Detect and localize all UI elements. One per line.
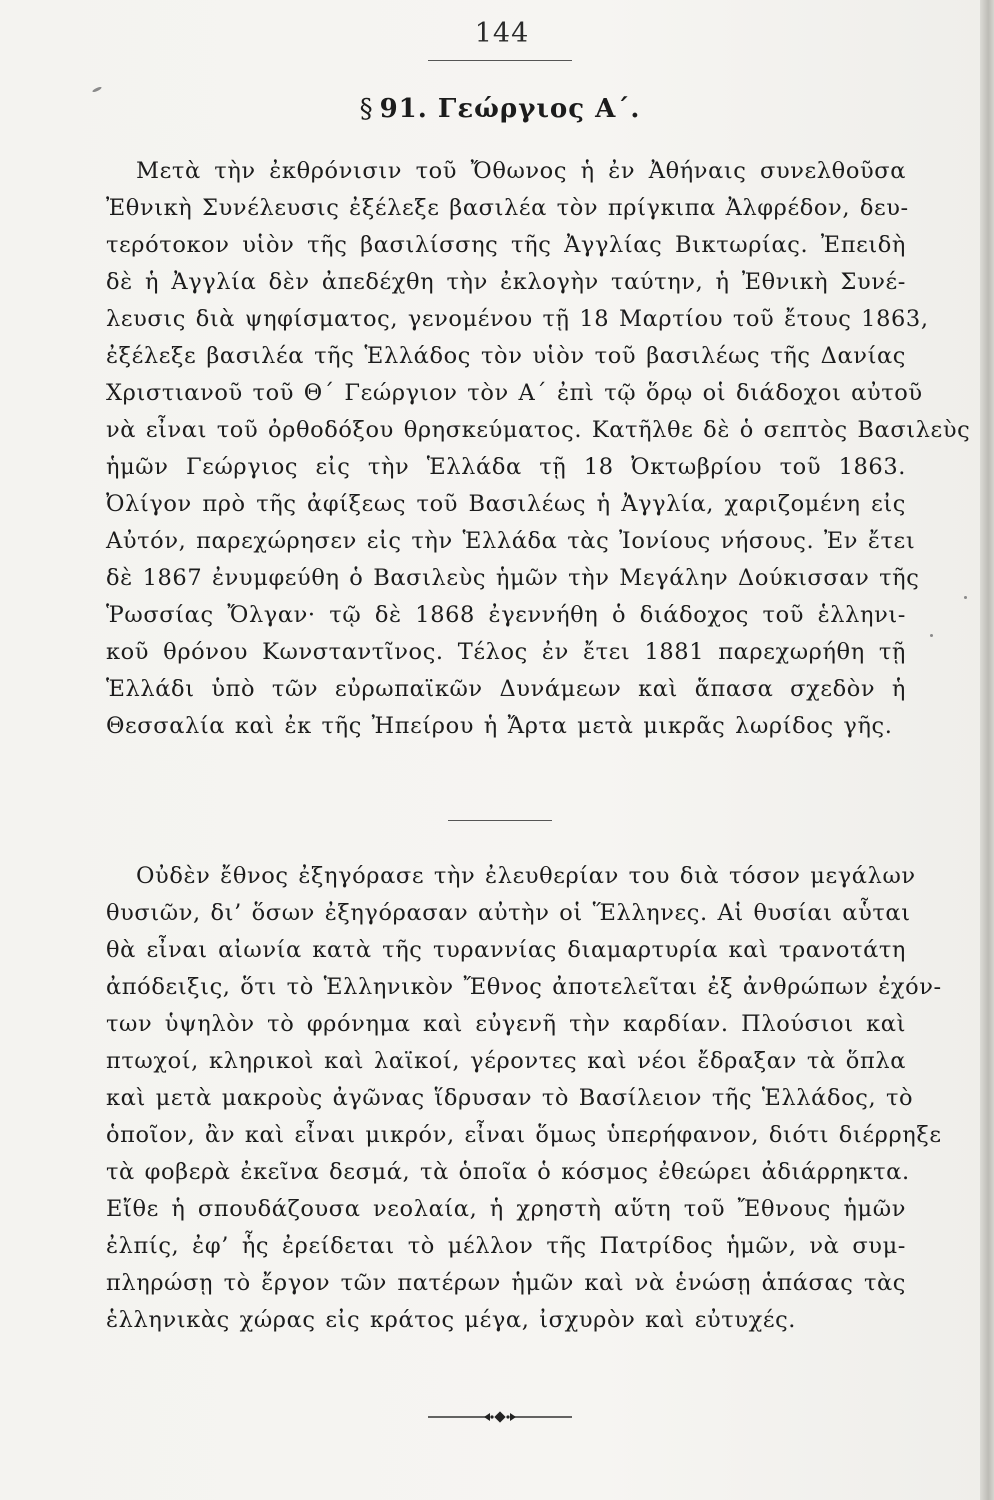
paragraph-2	[106, 858, 942, 1339]
page-edge-shadow	[980, 0, 994, 1500]
paragraph-1	[106, 153, 971, 745]
end-of-chapter-ornament	[420, 1402, 580, 1432]
text-line: κοῦ θρόνου Κωνσταντῖνος. Τέλος ἐν ἔτει 1881 παρεχωρήθη τῇ	[106, 639, 906, 665]
section-title: 91. Γεώργιος Α΄.	[379, 94, 641, 124]
page-number: 144	[474, 18, 530, 49]
text-line: Χριστιανοῦ τοῦ Θ΄ Γεώργιον τὸν Α΄ ἐπὶ τῷ ὅρῳ οἱ διάδοχοι αὐτοῦ	[106, 380, 923, 406]
text-line: των ὑψηλὸν τὸ φρόνημα καὶ εὐγενῆ τὴν καρδίαν. Πλούσιοι καὶ	[106, 1011, 906, 1037]
text-line: δὲ 1867 ἐνυμφεύθη ὁ Βασιλεὺς ἡμῶν τὴν Μεγάλην Δούκισσαν τῆς	[106, 565, 920, 591]
paper-speck	[92, 86, 102, 93]
text-line: Αὐτόν, παρεχώρησεν εἰς τὴν Ἑλλάδα τὰς Ἰονίους νήσους. Ἐν ἔτει	[106, 528, 916, 554]
paper-speck	[964, 596, 967, 599]
section-divider-rule	[448, 820, 552, 821]
text-line: Οὐδὲν ἔθνος ἐξηγόρασε τὴν ἐλευθερίαν του διὰ τόσον μεγάλων	[136, 863, 916, 889]
section-symbol: §	[359, 94, 374, 124]
section-heading	[330, 94, 670, 124]
text-line: τερότοκον υἱὸν τῆς βασιλίσσης τῆς Ἀγγλίας Βικτωρίας. Ἐπειδὴ	[106, 232, 906, 258]
text-line: τὰ φοβερὰ ἐκεῖνα δεσμά, τὰ ὁποῖα ὁ κόσμος ἐθεώρει ἀδιάρρηκτα.	[106, 1159, 910, 1185]
header-rule	[428, 60, 572, 61]
text-line: Ὀλίγον πρὸ τῆς ἀφίξεως τοῦ Βασιλέως ἡ Ἀγγλία, χαριζομένη εἰς	[106, 491, 906, 517]
text-line: Εἴθε ἡ σπουδάζουσα νεολαία, ἡ χρηστὴ αὕτη τοῦ Ἔθνους ἡμῶν	[106, 1196, 906, 1222]
text-line: ἡμῶν Γεώργιος εἰς τὴν Ἑλλάδα τῇ 18 Ὀκτωβρίου τοῦ 1863.	[106, 454, 906, 480]
text-line: πληρώσῃ τὸ ἔργον τῶν πατέρων ἡμῶν καὶ νὰ ἑνώσῃ ἁπάσας τὰς	[106, 1270, 906, 1296]
text-line: Ἑλλάδι ὑπὸ τῶν εὐρωπαϊκῶν Δυνάμεων καὶ ἅπασα σχεδὸν ἡ	[106, 676, 906, 702]
text-line: ἐξέλεξε βασιλέα τῆς Ἑλλάδος τὸν υἱὸν τοῦ βασιλέως τῆς Δανίας	[106, 343, 906, 369]
text-line: καὶ μετὰ μακροὺς ἀγῶνας ἵδρυσαν τὸ Βασίλειον τῆς Ἑλλάδος, τὸ	[106, 1085, 914, 1111]
text-line: Ῥωσσίας Ὄλγαν· τῷ δὲ 1868 ἐγεννήθη ὁ διάδοχος τοῦ ἑλληνι-	[106, 602, 906, 628]
text-line: πτωχοί, κληρικοὶ καὶ λαϊκοί, γέροντες καὶ νέοι ἔδραξαν τὰ ὅπλα	[106, 1048, 906, 1074]
text-line: λευσις διὰ ψηφίσματος, γενομένου τῇ 18 Μαρτίου τοῦ ἔτους 1863,	[106, 306, 929, 332]
text-line: νὰ εἶναι τοῦ ὀρθοδόξου θρησκεύματος. Κατῆλθε δὲ ὁ σεπτὸς Βασιλεὺς	[106, 417, 971, 443]
text-line: δὲ ἡ Ἀγγλία δὲν ἀπεδέχθη τὴν ἐκλογὴν ταύτην, ἡ Ἐθνικὴ Συνέ-	[106, 269, 906, 295]
text-line: Μετὰ τὴν ἐκθρόνισιν τοῦ Ὄθωνος ἡ ἐν Ἀθήναις συνελθοῦσα	[136, 158, 906, 184]
text-line: ἐλπίς, ἐφ’ ἧς ἐρείδεται τὸ μέλλον τῆς Πατρίδος ἡμῶν, νὰ συμ-	[106, 1233, 906, 1259]
text-line: ἑλληνικὰς χώρας εἰς κράτος μέγα, ἰσχυρὸν καὶ εὐτυχές.	[106, 1307, 797, 1333]
text-line: Ἐθνικὴ Συνέλευσις ἐξέλεξε βασιλέα τὸν πρίγκιπα Ἀλφρέδον, δευ-	[106, 195, 909, 221]
text-line: Θεσσαλία καὶ ἐκ τῆς Ἠπείρου ἡ Ἄρτα μετὰ μικρᾶς λωρίδος γῆς.	[106, 713, 893, 739]
paper-speck	[930, 634, 933, 637]
text-line: ὁποῖον, ἂν καὶ εἶναι μικρόν, εἶναι ὅμως ὑπερήφανον, διότι διέρρηξε	[106, 1122, 942, 1148]
text-line: θυσιῶν, δι’ ὅσων ἐξηγόρασαν αὐτὴν οἱ Ἕλληνες. Αἱ θυσίαι αὗται	[106, 900, 911, 926]
text-line: θὰ εἶναι αἰωνία κατὰ τῆς τυραννίας διαμαρτυρία καὶ τρανοτάτη	[106, 937, 906, 963]
text-line: ἀπόδειξις, ὅτι τὸ Ἑλληνικὸν Ἔθνος ἀποτελεῖται ἐξ ἀνθρώπων ἐχόν-	[106, 974, 942, 1000]
